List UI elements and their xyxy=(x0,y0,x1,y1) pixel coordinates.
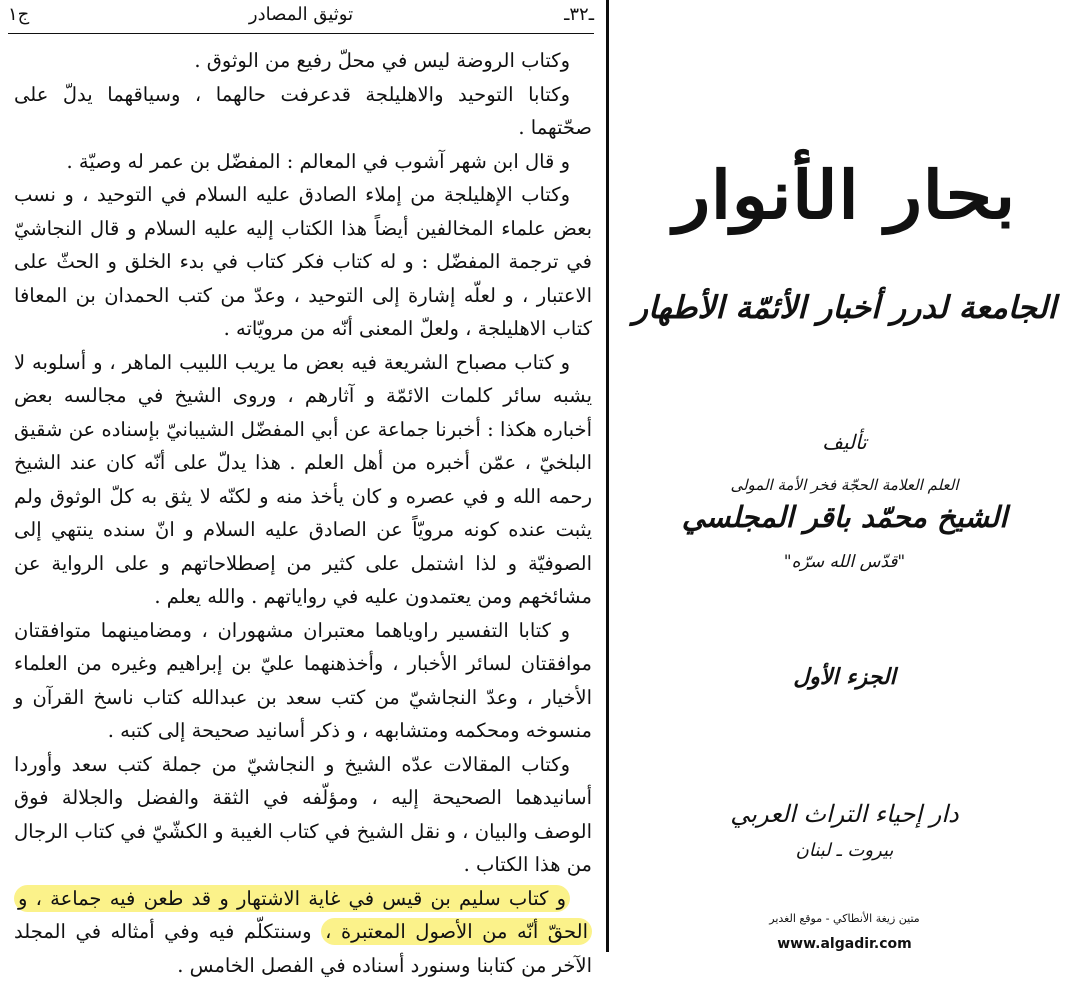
paragraph: وكتابا التوحيد والاهليلجة قدعرفت حالهما ، وسياقهما يدلّ على صحّتهما . xyxy=(14,78,592,145)
paragraph: وكتاب المقالات عدّه الشيخ و النجاشيّ من جملة كتب سعد وأوردا أسانيدهما الصحيحة إليه ، ومؤلّفه في الثقة والفضل والجلالة فوق الوصف والبيان ، و نقل الشيخ في كتاب الغيبة و الكشّيّ في كتاب الرجال من هذا الكتاب . xyxy=(14,748,592,882)
paragraph: و كتابا التفسير راوياهما معتبران مشهوران ، ومضامينهما متوافقتان موافقتان لسائر الأخبار ، وأخذهنهما عليّ بن إبراهيم وغيره من العلماء الأخيار ، وعدّ النجاشيّ من كتب سعد بن عبدالله كتاب ناسخ القرآن و منسوخه ومحكمه ومتشابهه ، و ذكر أسانيد صحيحة إلى كتبه . xyxy=(14,614,592,748)
highlighted-text: و كتاب سليم بن قيس في غاية الاشتهار و قد طعن فيه جماعة ، و الحقّ أنّه من الأصول المعتبرة ، xyxy=(14,885,592,946)
volume-marker: ج١ xyxy=(8,4,29,25)
author-name: الشيخ محمّد باقر المجلسي xyxy=(609,500,1080,534)
header-rule xyxy=(8,33,594,34)
paragraph-continuation: وسنتكلّم فيه وفي أمثاله في المجلد الآخر من كتابنا وسنورد أسناده في الفصل الخامس . xyxy=(14,920,592,977)
volume-label: الجزء الأول xyxy=(609,664,1080,690)
page-number: ـ٣٢ـ xyxy=(564,4,594,25)
author-honorific: "قدّس الله سرّه" xyxy=(609,552,1080,572)
publisher-city: بيروت ـ لبنان xyxy=(609,840,1080,861)
paragraph: وكتاب الإهليلجة من إملاء الصادق عليه السلام في التوحيد ، و نسب بعض علماء المخالفين أيضاً هذا الكتاب إليه عليه السلام و قال النجاشيّ في ترجمة المفضّل : و له كتاب فكر كتاب في بدء الخلق و الحثّ على الاعتبار ، و لعلّه إشارة إلى التوحيد ، وعدّ من كتب الحمدان بن المعافا كتاب الاهليلجة ، ولعلّ المعنى أنّه من مرويّاته . xyxy=(14,178,592,346)
publisher-name: دار إحياء التراث العربي xyxy=(609,800,1080,828)
body-text xyxy=(14,44,592,982)
running-title: توثيق المصادر xyxy=(8,4,594,25)
running-header xyxy=(8,4,594,30)
title-page xyxy=(609,0,1080,952)
website-url[interactable]: www.algadir.com xyxy=(609,936,1080,952)
authorship-label: تأليف xyxy=(609,430,1080,454)
paragraph: و كتاب مصباح الشريعة فيه بعض ما يريب اللبيب الماهر ، و أسلوبه لا يشبه سائر كلمات الائمّة و آثارهم ، وروى الشيخ في مجالسه بعض أخباره هكذا : أخبرنا جماعة عن أبي المفضّل الشيبانيّ بإسناده عن شقيق البلخيّ ، عمّن أخبره من أهل العلم . هذا يدلّ على أنّه كان عند الشيخ رحمه الله و في عصره و كان يأخذ منه و لكنّه لا يثق به كلّ الوثوق ولم يثبت عنده كونه مرويّاً عن الصادق عليه السلام و انّ سنده ينتهي إلى الصوفيّة و لذا اشتمل على كثير من إصطلاحاتهم و على الرواية عن مشائخهم ومن يعتمدون عليه في رواياتهم . والله يعلم . xyxy=(14,346,592,614)
paragraph: و قال ابن شهر آشوب في المعالم : المفضّل بن عمر له وصيّة . xyxy=(14,145,592,179)
highlighted-paragraph xyxy=(14,882,592,982)
book-title: بحار الأنوار xyxy=(674,150,1016,240)
credit-line: متين زيغة الأنطاكي - موقع الغدير xyxy=(609,912,1080,925)
author-epithet: العلم العلامة الحجّة فخر الأمة المولى xyxy=(609,476,1080,494)
book-subtitle: الجامعة لدرر أخبار الأئمّة الأطهار xyxy=(604,290,1080,326)
book-title-calligraphy xyxy=(609,150,1080,240)
paragraph: وكتاب الروضة ليس في محلّ رفيع من الوثوق . xyxy=(14,44,592,78)
